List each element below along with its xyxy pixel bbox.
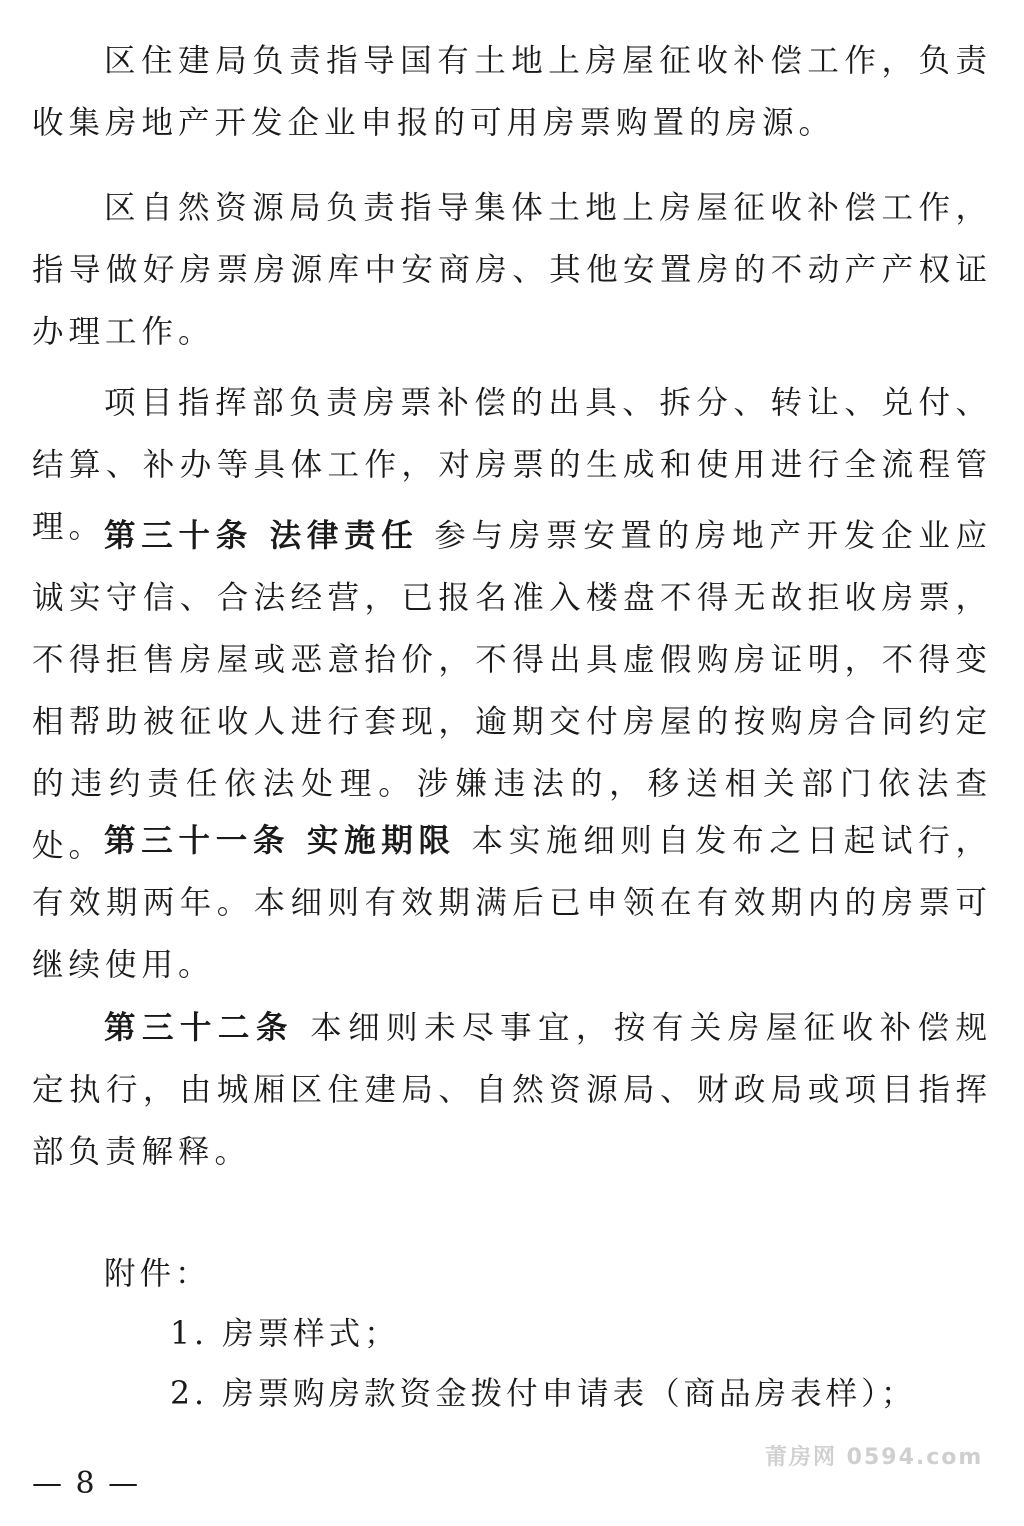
article-32-interpretation [32,997,992,1183]
article-text: 本实施细则自发布之日起试行，有效期两年。本细则有效期满后已申领在有效期内的房票可继续使用。 [32,823,992,983]
article-heading: 第三十一条 实施期限 [104,822,456,859]
article-text: 本细则未尽事宜，按有关房屋征收补偿规定执行，由城厢区住建局、自然资源局、财政局或项目指挥部负责解释。 [32,1010,992,1170]
article-31-implementation-period [32,810,992,996]
paragraph-natural-resources-bureau [32,177,992,363]
paragraph-housing-bureau [32,30,992,154]
paragraph-text: 区住建局负责指导国有土地上房屋征收补偿工作，负责收集房地产开发企业申报的可用房票购置的房源。 [32,43,992,141]
article-heading: 第三十条 法律责任 [104,517,419,554]
paragraph-text: 区自然资源局负责指导集体土地上房屋征收补偿工作，指导做好房票房源库中安商房、其他安置房的不动产产权证办理工作。 [32,190,992,350]
article-heading: 第三十二条 [104,1009,294,1046]
attachment-item: 2. 房票购房款资金拨付申请表（商品房表样）； [170,1376,917,1412]
attachments-label: 附件： [104,1256,211,1292]
attachment-item: 1. 房票样式； [170,1316,400,1352]
article-text: 参与房票安置的房地产开发企业应诚实守信、合法经营，已报名准入楼盘不得无故拒收房票，不得拒售房屋或恶意抬价，不得出具虚假购房证明，不得变相帮助被征收人进行套现，逾期交付房屋的按购房合同约定的违约责任依法处理。涉嫌违法的，移送相关部门依法查处。 [32,518,992,864]
page-number: — 8 — [32,1466,141,1501]
paragraph-text: 项目指挥部负责房票补偿的出具、拆分、转让、兑付、结算、补办等具体工作，对房票的生成和使用进行全流程管理。 [32,385,992,545]
watermark-logo: 莆房网 0594.com [765,1445,984,1470]
